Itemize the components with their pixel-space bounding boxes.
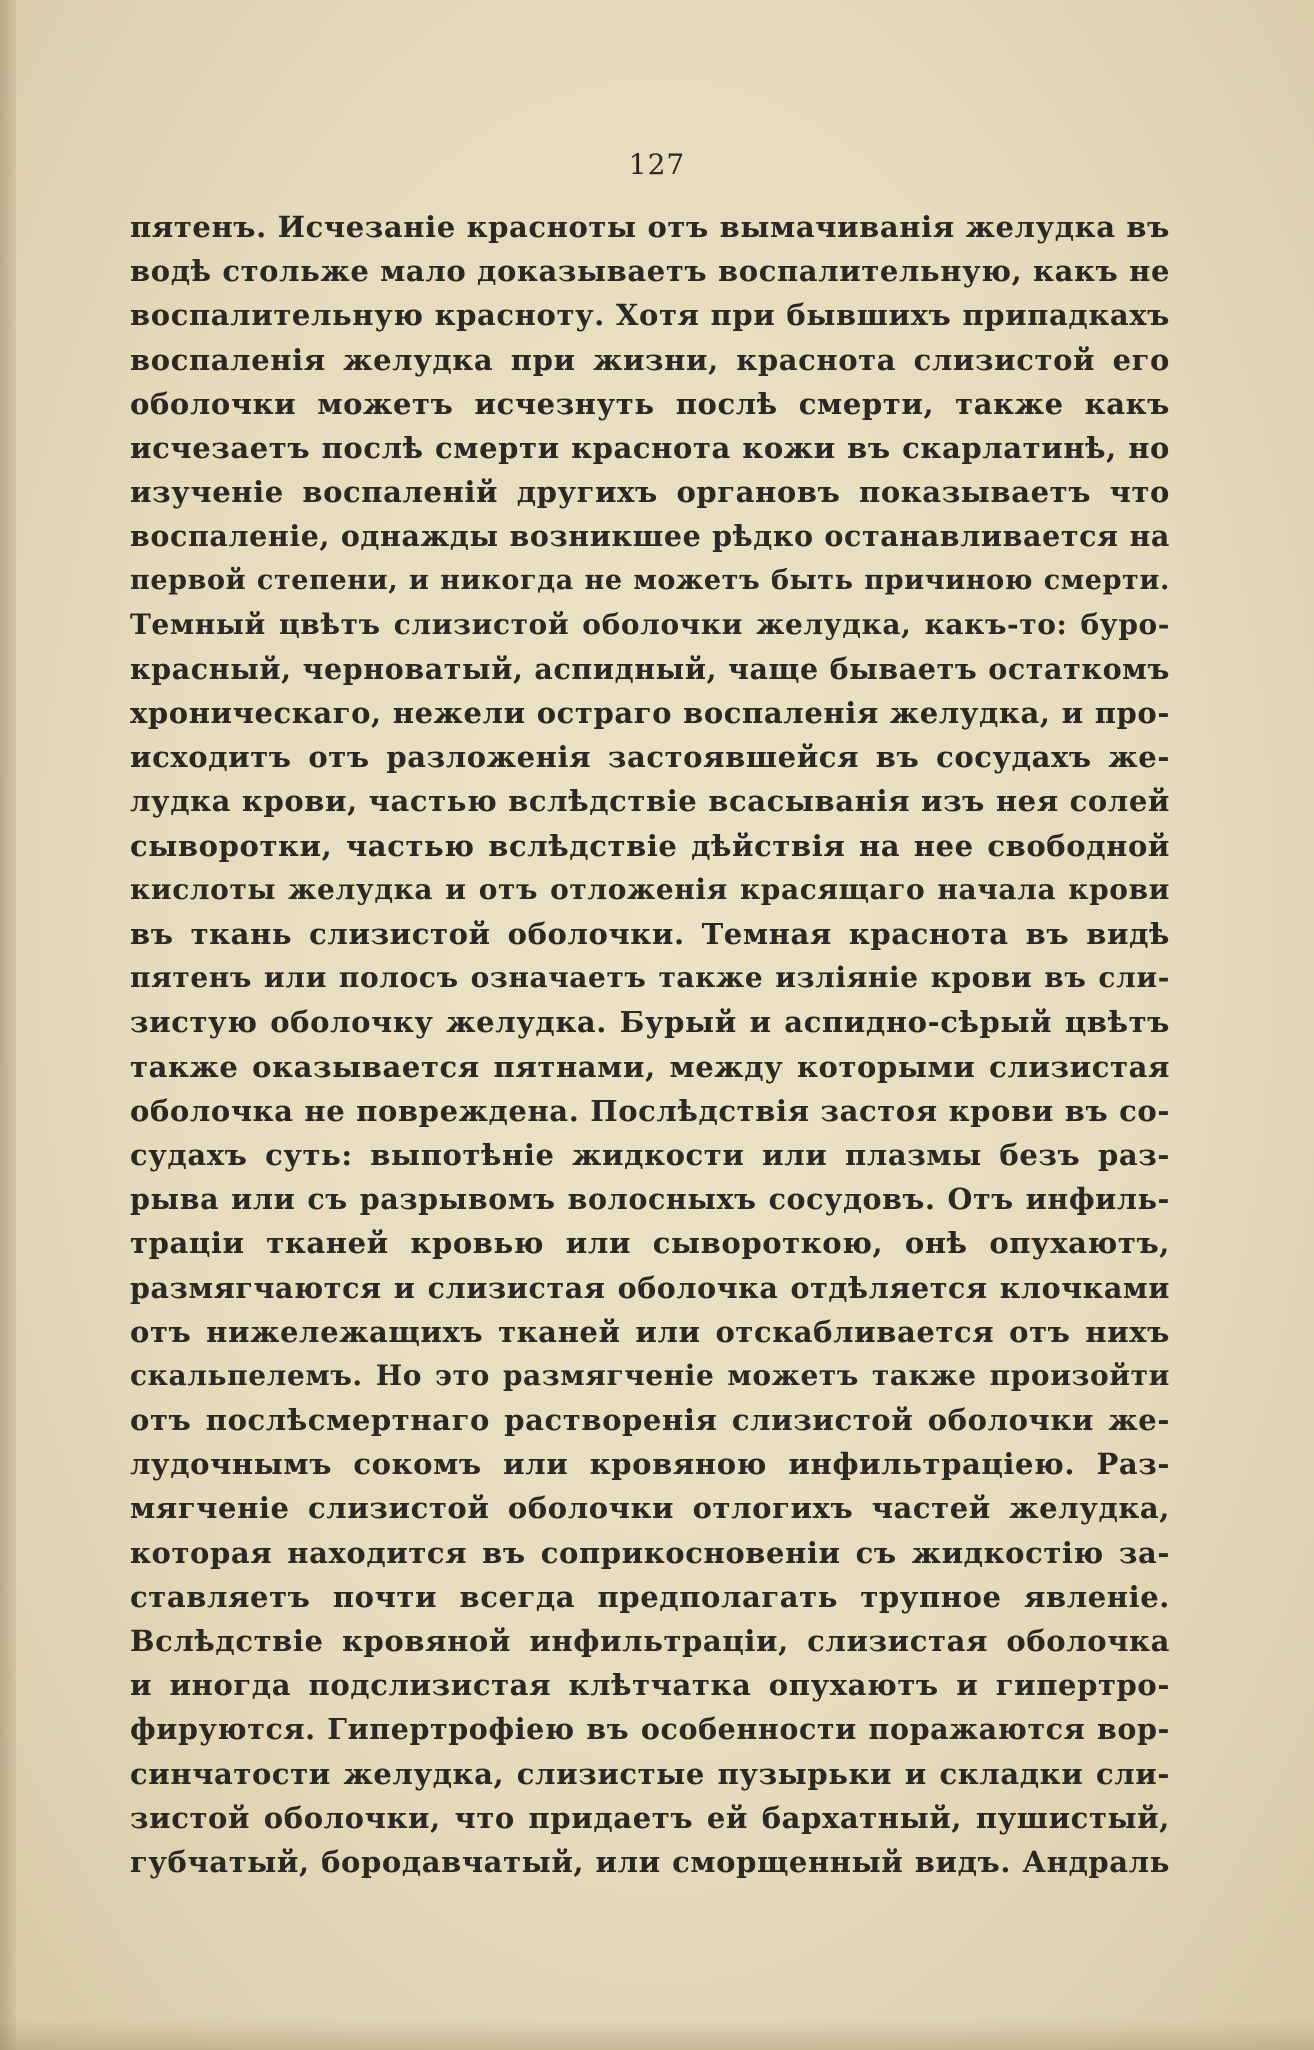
text-line: лудочнымъ сокомъ или кровяною инфильтраціею. Раз- <box>130 1447 1170 1482</box>
text-line: отъ нижележащихъ тканей или отскабливается отъ нихъ <box>130 1314 1170 1349</box>
text-line: воспаленія желудка при жизни, краснота слизистой его <box>130 342 1170 377</box>
text-line: зистой оболочки, что придаетъ ей бархатный, пушистый, <box>130 1800 1170 1835</box>
text-line: судахъ суть: выпотѣніе жидкости или плазмы безъ раз- <box>130 1137 1170 1172</box>
text-line: кислоты желудка и отъ отложенія красящаго начала крови <box>130 872 1170 906</box>
text-line: воспалительную красноту. Хотя при бывшихъ припадкахъ <box>130 298 1170 333</box>
text-line: сыворотки, частью вслѣдствіе дѣйствія на нее свободной <box>130 828 1170 863</box>
text-line: синчатости желудка, слизистые пузырьки и складки сли- <box>130 1756 1170 1791</box>
text-line: траціи тканей кровью или сывороткою, онѣ опухаютъ, <box>130 1226 1170 1261</box>
text-line: фируются. Гипертрофіею въ особенности поражаются вор- <box>130 1712 1170 1747</box>
text-line: которая находится въ соприкосновеніи съ жидкостію за- <box>130 1535 1170 1570</box>
text-line: скальпелемъ. Но это размягченіе можетъ также произойти <box>130 1358 1170 1392</box>
text-line: мягченіе слизистой оболочки отлогихъ частей желудка, <box>130 1491 1170 1526</box>
text-line: размягчаются и слизистая оболочка отдѣляется клочками <box>130 1270 1170 1305</box>
text-line: Вслѣдствіе кровяной инфильтраціи, слизистая оболочка <box>130 1624 1170 1658</box>
text-line: хроническаго, нежели остраго воспаленія желудка, и про- <box>130 696 1170 731</box>
page-left-edge-shadow <box>0 0 16 2050</box>
text-line: губчатый, бородавчатый, или сморщенный видъ. Андраль <box>130 1844 1170 1879</box>
text-line: и иногда подслизистая клѣтчатка опухаютъ и гипертро- <box>130 1668 1170 1703</box>
text-line: водѣ стольже мало доказываетъ воспалительную, какъ не <box>130 254 1170 289</box>
text-line: Темный цвѣтъ слизистой оболочки желудка, какъ-то: буро- <box>130 607 1170 641</box>
text-line: ставляетъ почти всегда предполагать трупное явленіе. <box>130 1579 1170 1614</box>
text-line: изученіе воспаленій другихъ органовъ показываетъ что <box>130 475 1170 510</box>
text-line: пятенъ. Исчезаніе красноты отъ вымачиванія желудка въ <box>130 210 1170 244</box>
text-line: первой степени, и никогда не можетъ быть причиною смерти. <box>130 564 1170 596</box>
text-line: оболочки можетъ исчезнуть послѣ смерти, также какъ <box>130 386 1170 421</box>
text-line: пятенъ или полосъ означаетъ также изліяніе крови въ сли- <box>130 961 1170 995</box>
text-line: также оказывается пятнами, между которыми слизистая <box>130 1049 1170 1084</box>
text-line: воспаленіе, однажды возникшее рѣдко останавливается на <box>130 519 1170 554</box>
text-line: рыва или съ разрывомъ волосныхъ сосудовъ. Отъ инфиль- <box>130 1182 1170 1217</box>
text-line: зистую оболочку желудка. Бурый и аспидно-сѣрый цвѣтъ <box>130 1005 1170 1040</box>
text-line: отъ послѣсмертнаго растворенія слизистой оболочки же- <box>130 1403 1170 1438</box>
text-line: исчезаетъ послѣ смерти краснота кожи въ скарлатинѣ, но <box>130 430 1170 465</box>
text-line: лудка крови, частью вслѣдствіе всасыванія изъ нея солей <box>130 784 1170 819</box>
text-line: оболочка не повреждена. Послѣдствія застоя крови въ со- <box>130 1093 1170 1128</box>
body-text <box>130 205 1170 1884</box>
text-line: красный, черноватый, аспидный, чаще бываетъ остаткомъ <box>130 651 1170 686</box>
page-bottom-edge-shadow <box>0 2020 1314 2050</box>
page-number: 127 <box>628 148 686 181</box>
text-line: въ ткань слизистой оболочки. Темная краснота въ видѣ <box>130 917 1170 951</box>
text-line: исходитъ отъ разложенія застоявшейся въ сосудахъ же- <box>130 740 1170 775</box>
